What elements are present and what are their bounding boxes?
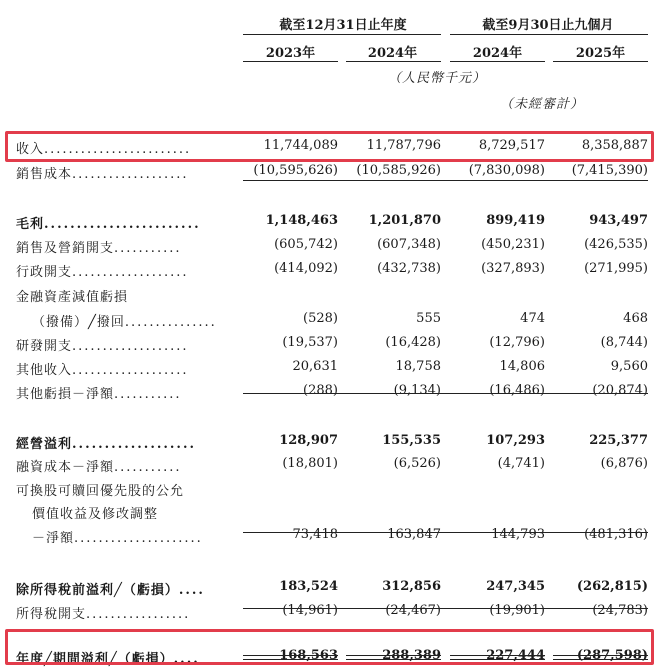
row-value: 14,806 bbox=[499, 359, 545, 374]
row-label-text: 研發開支 bbox=[16, 339, 73, 354]
row-value: 288,389 bbox=[382, 648, 441, 663]
underline-other-losses bbox=[243, 393, 648, 394]
row-value: 8,358,887 bbox=[581, 138, 648, 153]
row-label-text: 行政開支 bbox=[16, 265, 73, 280]
row-leader-dots: ................... bbox=[72, 339, 189, 354]
row-label bbox=[16, 579, 205, 598]
row-label bbox=[16, 480, 184, 499]
header-rule-nine-months bbox=[450, 34, 648, 35]
row-label bbox=[16, 335, 189, 354]
row-value: 1,148,463 bbox=[265, 213, 338, 228]
row-value: (262,815) bbox=[576, 579, 648, 594]
row-label bbox=[16, 603, 190, 622]
row-value: (607,348) bbox=[377, 237, 441, 252]
row-value: (6,876) bbox=[600, 456, 648, 471]
row-leader-dots: .... bbox=[173, 652, 200, 667]
profit-highlight-box bbox=[5, 629, 654, 665]
row-value: (327,893) bbox=[481, 261, 545, 276]
row-leader-dots: ................... bbox=[72, 437, 197, 452]
row-leader-dots: ........... bbox=[114, 460, 182, 475]
row-value: (287,598) bbox=[576, 648, 648, 663]
row-value: 11,744,089 bbox=[263, 138, 338, 153]
row-label-text: 經營溢利 bbox=[16, 437, 73, 452]
year-rule-4 bbox=[553, 61, 648, 62]
row-label-text: 銷售及營銷開支 bbox=[16, 241, 115, 256]
row-label bbox=[16, 383, 181, 402]
row-value: 20,631 bbox=[292, 359, 338, 374]
row-value: (18,801) bbox=[282, 456, 338, 471]
row-value: 155,535 bbox=[382, 433, 441, 448]
row-value: 144,793 bbox=[491, 527, 545, 542]
row-leader-dots: ........... bbox=[114, 387, 182, 402]
row-value: (7,415,390) bbox=[571, 163, 648, 178]
row-value: 11,787,796 bbox=[366, 138, 441, 153]
year-rule-1 bbox=[243, 61, 338, 62]
row-value: 468 bbox=[623, 311, 648, 326]
row-leader-dots: ................... bbox=[72, 363, 189, 378]
row-value: 225,377 bbox=[589, 433, 648, 448]
row-value: (605,742) bbox=[274, 237, 338, 252]
row-value: (19,901) bbox=[489, 603, 545, 618]
row-value: (7,830,098) bbox=[468, 163, 545, 178]
row-value: 163,847 bbox=[387, 527, 441, 542]
row-value: 8,729,517 bbox=[478, 138, 545, 153]
row-label bbox=[16, 213, 201, 232]
row-label bbox=[32, 311, 217, 330]
row-label-text: 收入 bbox=[16, 142, 45, 157]
row-leader-dots: ............... bbox=[124, 315, 217, 330]
row-value: (10,595,626) bbox=[253, 163, 338, 178]
header-rule-annual bbox=[243, 34, 441, 35]
row-value: (19,537) bbox=[282, 335, 338, 350]
underline-cost-of-sales bbox=[243, 180, 648, 181]
row-label bbox=[32, 527, 203, 546]
row-label-text: －淨額 bbox=[32, 531, 75, 546]
row-label-text: 金融資產減值虧損 bbox=[16, 290, 129, 305]
row-value: 73,418 bbox=[292, 527, 338, 542]
row-label-text: 銷售成本 bbox=[16, 167, 73, 182]
row-value: (288) bbox=[303, 383, 338, 398]
year-rule-2 bbox=[346, 61, 441, 62]
row-value: 943,497 bbox=[589, 213, 648, 228]
header-group-annual: 截至12月31日止年度 bbox=[279, 18, 407, 33]
row-value: 899,419 bbox=[486, 213, 545, 228]
underline-income-tax bbox=[243, 608, 648, 609]
row-value: (4,741) bbox=[497, 456, 545, 471]
year-2023: 2023年 bbox=[265, 46, 316, 61]
year-2024-annual: 2024年 bbox=[367, 46, 418, 61]
currency-note: （人民幣千元） bbox=[388, 71, 487, 86]
revenue-highlight-box bbox=[5, 131, 654, 162]
underline-net-adjustment bbox=[243, 532, 648, 533]
row-value: 227,444 bbox=[486, 648, 545, 663]
row-value: (481,316) bbox=[584, 527, 648, 542]
row-value: (9,134) bbox=[393, 383, 441, 398]
row-value: (8,744) bbox=[600, 335, 648, 350]
row-value: (20,874) bbox=[592, 383, 648, 398]
row-value: (450,231) bbox=[481, 237, 545, 252]
row-value: 1,201,870 bbox=[368, 213, 441, 228]
row-value: 168,563 bbox=[279, 648, 338, 663]
row-value: 312,856 bbox=[382, 579, 441, 594]
row-label-text: 所得稅開支 bbox=[16, 607, 87, 622]
row-leader-dots: ................. bbox=[86, 607, 191, 622]
row-value: 183,524 bbox=[279, 579, 338, 594]
row-label-text: （撥備）╱撥回 bbox=[32, 315, 125, 330]
row-value: (432,738) bbox=[377, 261, 441, 276]
row-leader-dots: .... bbox=[178, 583, 205, 598]
row-leader-dots: ........................ bbox=[44, 217, 201, 232]
row-label bbox=[16, 261, 189, 280]
row-label-text: 毛利 bbox=[16, 217, 45, 232]
row-label bbox=[16, 359, 189, 378]
row-value: 107,293 bbox=[486, 433, 545, 448]
row-label-text: 可換股可贖回優先股的公允 bbox=[16, 484, 185, 499]
row-value: (528) bbox=[303, 311, 338, 326]
row-label-text: 其他虧損－淨額 bbox=[16, 387, 115, 402]
year-2024-nine-months: 2024年 bbox=[472, 46, 523, 61]
row-value: (271,995) bbox=[584, 261, 648, 276]
row-label bbox=[16, 456, 181, 475]
row-label bbox=[32, 503, 158, 522]
row-value: 555 bbox=[416, 311, 441, 326]
row-value: 9,560 bbox=[610, 359, 648, 374]
row-value: (12,796) bbox=[489, 335, 545, 350]
row-label bbox=[16, 433, 196, 452]
row-label bbox=[16, 286, 128, 305]
row-value: (24,783) bbox=[592, 603, 648, 618]
row-label-text: 年度╱期間溢利╱（虧損） bbox=[16, 652, 174, 667]
row-value: 474 bbox=[520, 311, 545, 326]
row-label-text: 其他收入 bbox=[16, 363, 73, 378]
row-value: 247,345 bbox=[486, 579, 545, 594]
row-value: (6,526) bbox=[393, 456, 441, 471]
row-label bbox=[16, 163, 189, 182]
row-value: (10,585,926) bbox=[356, 163, 441, 178]
row-leader-dots: ........... bbox=[114, 241, 182, 256]
row-leader-dots: ................... bbox=[72, 265, 189, 280]
row-value: (24,467) bbox=[385, 603, 441, 618]
row-value: (16,486) bbox=[489, 383, 545, 398]
row-leader-dots: ................... bbox=[72, 167, 189, 182]
row-label-text: 融資成本－淨額 bbox=[16, 460, 115, 475]
row-value: (414,092) bbox=[274, 261, 338, 276]
row-value: (16,428) bbox=[385, 335, 441, 350]
header-group-nine-months: 截至9月30日止九個月 bbox=[482, 18, 614, 33]
year-2025: 2025年 bbox=[575, 46, 626, 61]
row-value: (14,961) bbox=[282, 603, 338, 618]
unaudited-note: （未經審計） bbox=[500, 97, 585, 112]
row-value: 128,907 bbox=[279, 433, 338, 448]
row-label bbox=[16, 237, 181, 256]
row-leader-dots: ..................... bbox=[74, 531, 203, 546]
row-label-text: 除所得稅前溢利╱（虧損） bbox=[16, 583, 179, 598]
row-value: 18,758 bbox=[395, 359, 441, 374]
row-label-text: 價值收益及修改調整 bbox=[32, 507, 159, 522]
row-leader-dots: ........................ bbox=[44, 142, 192, 157]
row-value: (426,535) bbox=[584, 237, 648, 252]
year-rule-3 bbox=[450, 61, 545, 62]
